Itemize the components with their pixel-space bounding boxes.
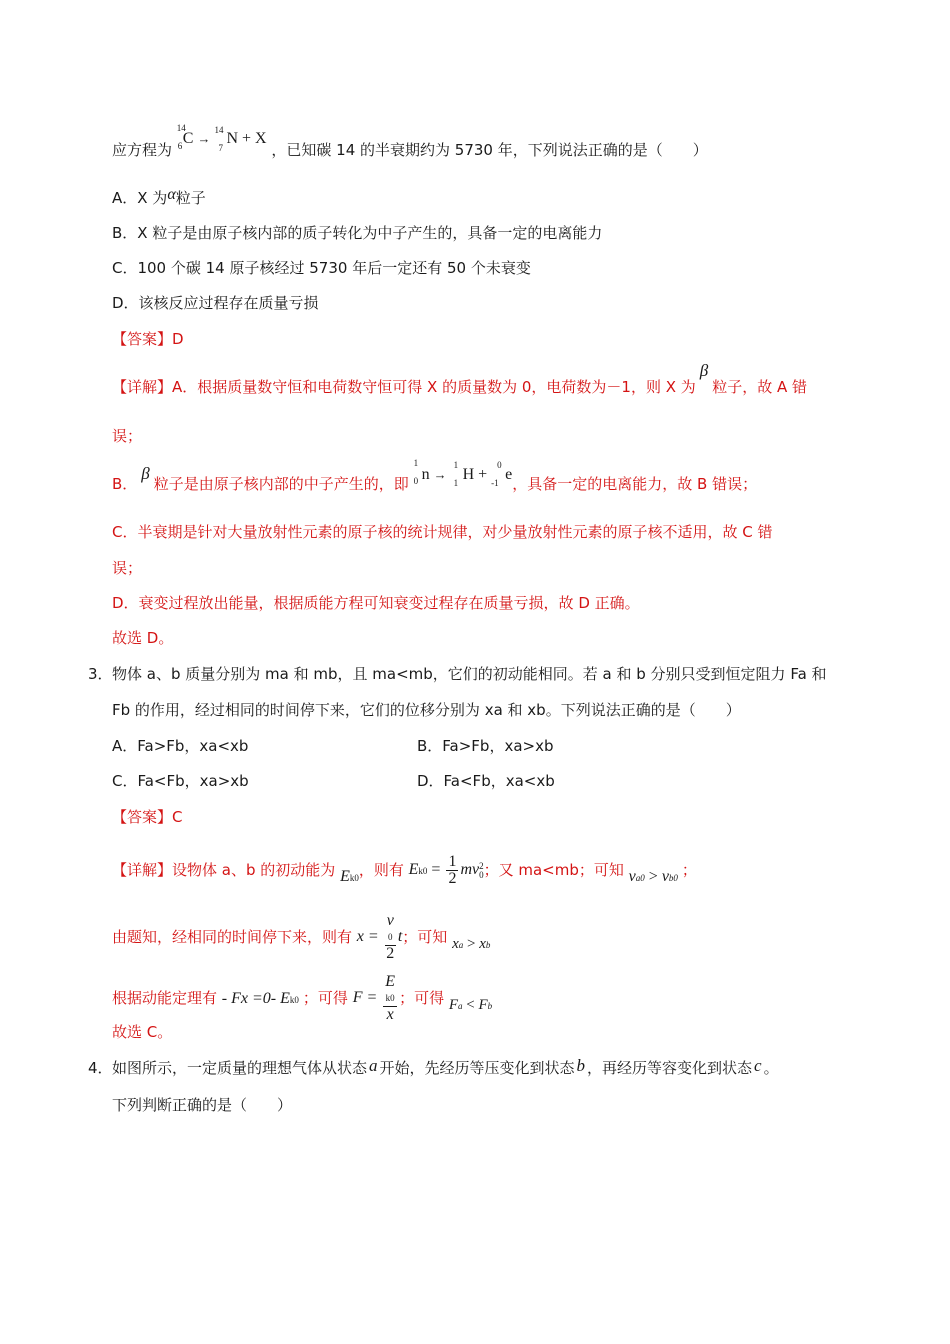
alpha-symbol: α: [167, 186, 176, 203]
force-comparison: Fa < Fb: [448, 997, 493, 1013]
q3-stem-text-1: 物体 a、b 质量分别为 ma 和 mb，且 ma<mb，它们的初动能相同。若 a 和 b 分别只受到恒定阻力 Fa 和: [112, 665, 827, 683]
ek-over-x-fraction: E k0 x: [385, 973, 396, 1023]
q4-stem-text-1a: 如图所示，一定质量的理想气体从状态: [112, 1059, 368, 1077]
force-equation: F = E k0 x: [352, 973, 396, 1023]
q2-option-b: B．X 粒子是由原子核内部的质子转化为中子产生的，具备一定的电离能力: [112, 224, 603, 242]
answer-value: D: [172, 330, 184, 348]
q4-stem-line-1: [88, 1057, 779, 1079]
q3-detail-line-3: [112, 974, 492, 1023]
q2-detail-c: C．半衰期是针对大量放射性元素的原子核的统计规律，对少量放射性元素的原子核不适用，故 C 错: [112, 523, 773, 541]
q3-conclusion: 故选 C。: [112, 1023, 173, 1041]
work-energy-equation: - Fx =0- Ek0: [221, 990, 299, 1007]
h-z: 1: [453, 478, 459, 488]
kinetic-energy-equation: Ek0 = $\frac{1}{2}$ mv 2 0: [408, 853, 484, 887]
v0-over-2-fraction: v 0 2: [386, 912, 395, 962]
q3-option-b: B．Fa>Fb，xa>xb: [417, 737, 554, 755]
q2-detail-b-text-end: ，具备一定的电离能力，故 B 错误；: [512, 475, 758, 493]
electron-symbol: e: [505, 466, 513, 483]
q2-option-a-prefix: A．X 为: [112, 189, 168, 207]
q3-detail-text-2a: 由题知，经相同的时间停下来，则有: [112, 928, 353, 946]
q3-detail-text-1c: ；又 ma<mb；可知: [483, 861, 624, 879]
q2-option-d: D．该核反应过程存在质量亏损: [112, 294, 319, 312]
q3-stem-line-1: [88, 663, 827, 685]
answer-label: 【答案】: [112, 330, 173, 348]
q2-detail-a: [112, 361, 808, 398]
q4-stem-text-1c: ，再经历等容变化到状态: [587, 1059, 753, 1077]
kinetic-energy-symbol: Ek0: [340, 868, 359, 885]
q2-n-mass: 14: [214, 125, 224, 135]
e-z: -1: [491, 478, 499, 488]
q2-beta-decay-equation: [413, 458, 513, 488]
answer-value: C: [172, 808, 183, 826]
q2-n-z: 7: [218, 143, 223, 153]
q2-detail-a-text: A．根据质量数守恒和电荷数守恒可得 X 的质量数为 0，电荷数为－1，则 X 为: [172, 378, 696, 396]
q4-stem-text-1d: 。: [763, 1059, 779, 1077]
hydrogen-symbol: H +: [462, 466, 488, 483]
detail-label: 【详解】: [112, 861, 173, 879]
q3-answer: [112, 806, 183, 828]
e-mass: 0: [497, 460, 502, 470]
q2-detail-d: D．衰变过程放出能量，根据质能方程可知衰变过程存在质量亏损，故 D 正确。: [112, 594, 640, 612]
q2-option-c: C．100 个碳 14 原子核经过 5730 年后一定还有 50 个未衰变: [112, 259, 531, 277]
displacement-equation: x = v 0 2 t: [356, 912, 403, 962]
q3-option-a: A．Fa>Fb，xa<xb: [112, 737, 249, 755]
q2-c-z: 6: [177, 141, 183, 151]
neutron-symbol: n: [421, 466, 430, 483]
q4-stem-line-2: 下列判断正确的是（ ）: [112, 1096, 293, 1114]
q2-answer: [112, 328, 184, 350]
q3-detail-text-2b: ；可知: [402, 928, 448, 946]
semicolon: ；: [681, 861, 697, 879]
q2-detail-b-text: 粒子是由原子核内部的中子产生的，即: [153, 475, 409, 493]
q3-number: 3．: [88, 665, 113, 683]
q3-detail-line-1: [112, 854, 697, 887]
velocity-comparison: va0 > vb0: [628, 868, 678, 885]
q2-detail-c-wrap: 误；: [112, 559, 143, 577]
displacement-comparison: xa > xb: [452, 936, 491, 952]
q4-stem-text-1b: 开始，先经历等压变化到状态: [379, 1059, 575, 1077]
beta-symbol: β: [141, 464, 150, 483]
q3-detail-text-3c: ；可得: [399, 989, 445, 1007]
q3-stem-line-2: Fb 的作用，经过相同的时间停下来，它们的位移分别为 xa 和 xb。下列说法正确的是（ ）: [112, 701, 741, 719]
n-mass: 1: [413, 458, 419, 468]
n-z: 0: [413, 476, 419, 486]
q2-c-symbol: C: [182, 130, 194, 147]
q2-conclusion: 故选 D。: [112, 629, 174, 647]
half-fraction: $\frac{1}{2}$: [448, 853, 457, 887]
h-mass: 1: [453, 460, 459, 470]
q2-plus-x: + X: [242, 130, 267, 147]
q3-detail-text-3a: 根据动能定理有: [112, 989, 218, 1007]
q2-n-symbol: N: [226, 130, 239, 147]
q2-detail-b-prefix: B．: [112, 475, 138, 493]
q4-number: 4．: [88, 1059, 113, 1077]
answer-label: 【答案】: [112, 808, 173, 826]
q3-detail-text-1b: ，则有: [358, 861, 404, 879]
beta-symbol: β: [699, 361, 709, 380]
q2-stem-prefix: 应方程为: [112, 141, 173, 159]
arrow: →: [433, 467, 447, 482]
q2-option-a-suffix: 粒子: [175, 189, 206, 207]
q2-arrow: →: [197, 131, 211, 146]
q2-stem-line: [112, 123, 708, 162]
q3-option-c: C．Fa<Fb，xa>xb: [112, 772, 249, 790]
q2-c-mass: 14: [176, 123, 186, 133]
q2-detail-b: [112, 458, 758, 496]
q3-detail-text-1a: 设物体 a、b 的初动能为: [172, 861, 336, 879]
q2-detail-a-text-end: 粒子，故 A 错: [712, 378, 808, 396]
q2-reaction-equation: [176, 123, 267, 153]
q3-detail-line-2: [112, 913, 490, 962]
q3-detail-text-3b: ；可得: [302, 989, 348, 1007]
state-a: a: [369, 1056, 378, 1075]
q3-option-d: D．Fa<Fb，xa<xb: [417, 772, 555, 790]
state-c: c: [754, 1056, 762, 1075]
state-b: b: [576, 1056, 586, 1075]
q2-detail-a-wrap: 误；: [112, 427, 143, 445]
q2-option-a: [112, 187, 206, 210]
q2-stem-suffix: ，已知碳 14 的半衰期约为 5730 年，下列说法正确的是（ ）: [271, 141, 708, 159]
detail-label: 【详解】: [112, 378, 173, 396]
